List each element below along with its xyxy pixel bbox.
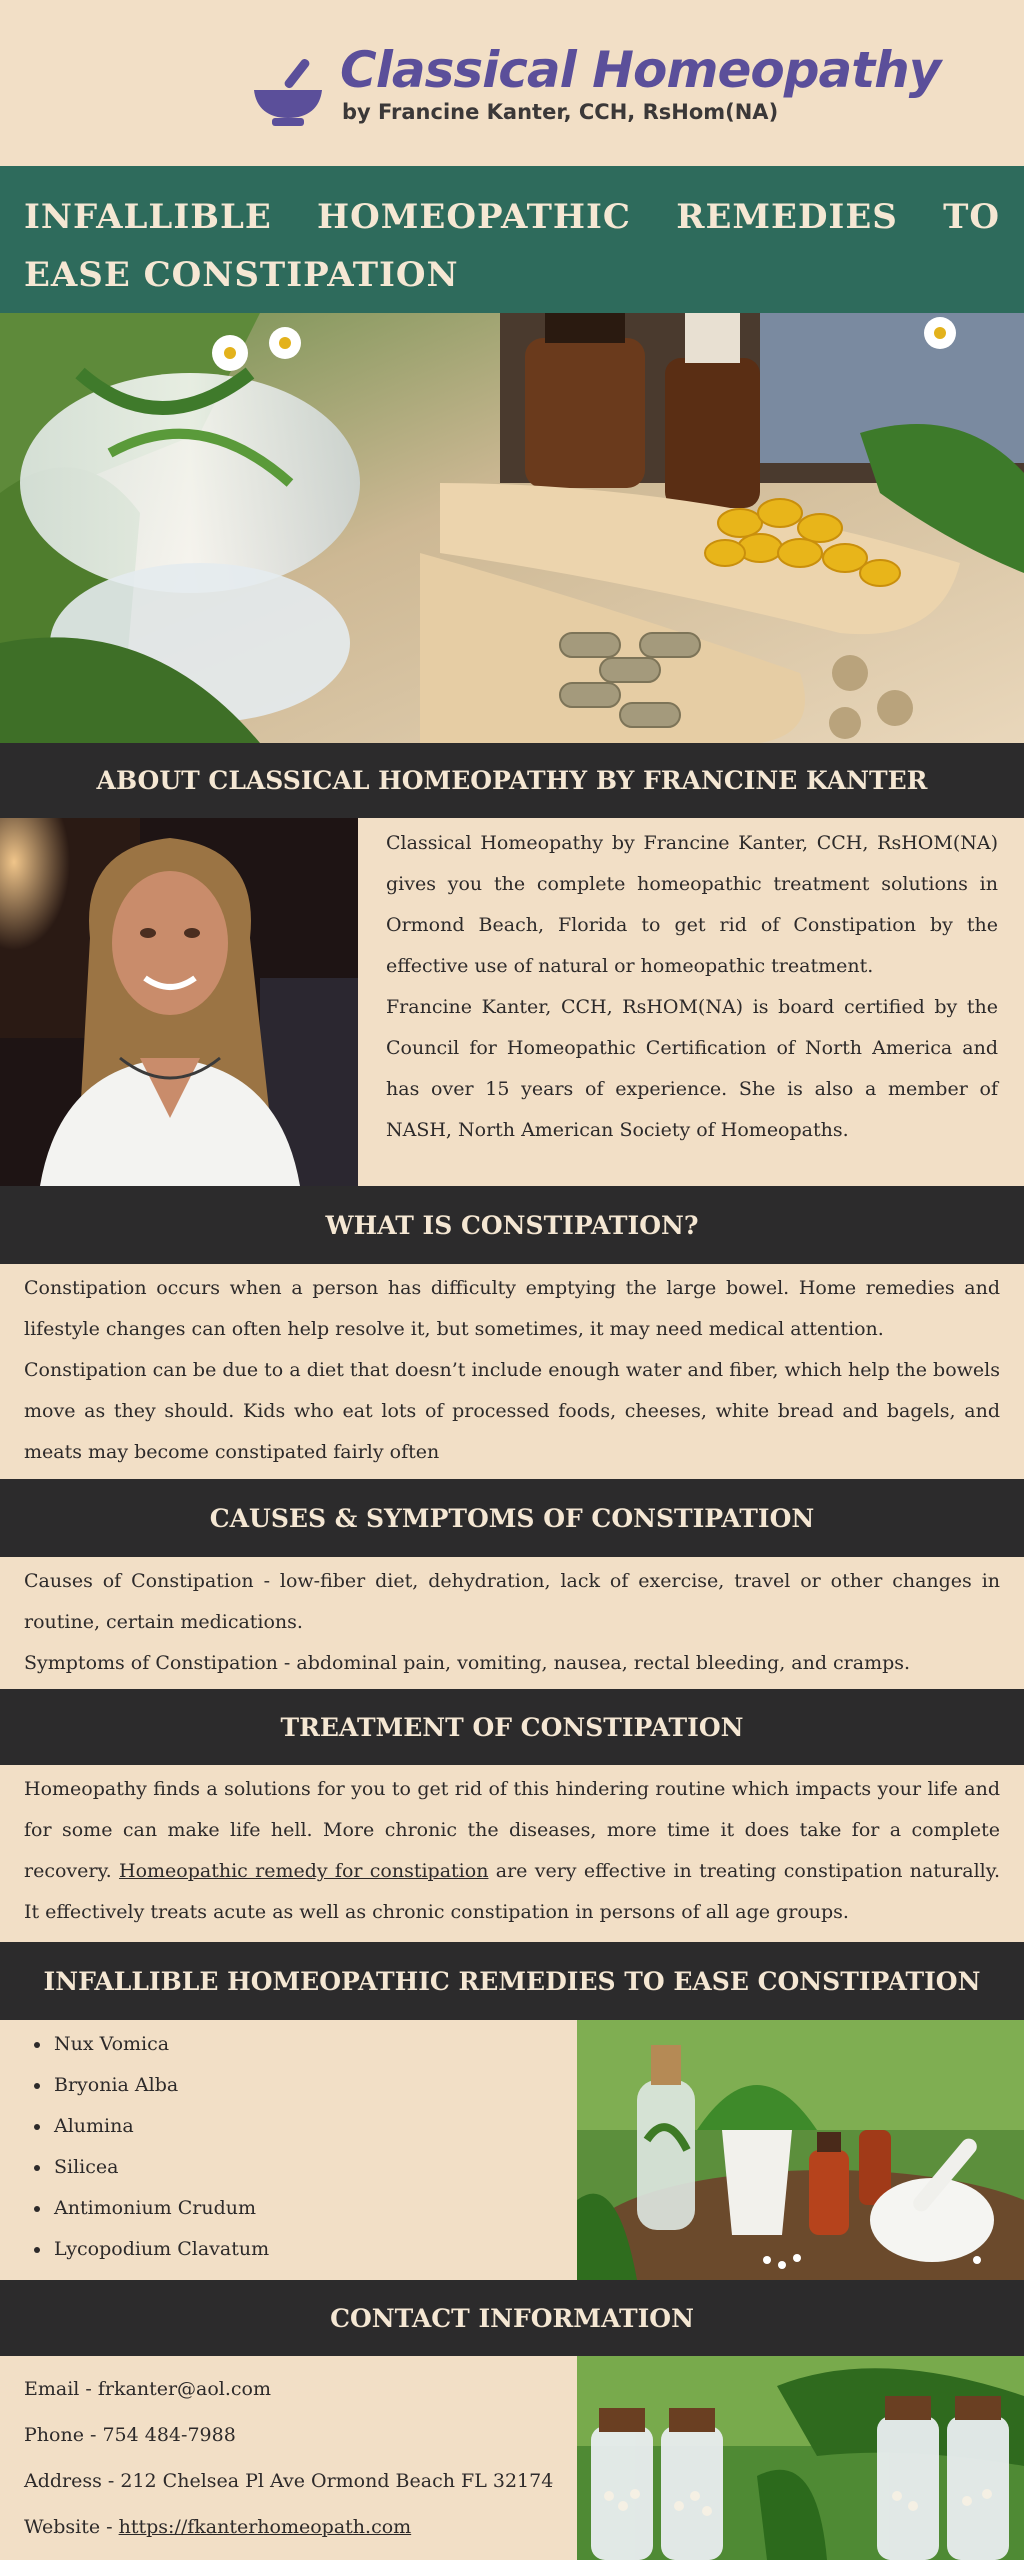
address-label: Address - bbox=[24, 2470, 121, 2492]
phone-value[interactable]: 754 484-7988 bbox=[102, 2424, 236, 2446]
list-item: • Nux Vomica bbox=[52, 2024, 269, 2065]
symptoms-paragraph bbox=[24, 1643, 1000, 1684]
causes-description: - low-fiber diet, dehydration, lack of exercise, travel or other changes in routine, certain medications. bbox=[24, 1570, 1001, 1633]
contact-info bbox=[24, 2366, 553, 2550]
section-heading-about: ABOUT CLASSICAL HOMEOPATHY BY FRANCINE KANTER bbox=[0, 743, 1024, 818]
website-label: Website - bbox=[24, 2516, 119, 2538]
list-item: • Antimonium Crudum bbox=[52, 2188, 269, 2229]
about-text bbox=[386, 823, 998, 1151]
contact-website bbox=[24, 2504, 553, 2550]
section-heading-treatment: TREATMENT OF CONSTIPATION bbox=[0, 1689, 1024, 1765]
section-heading-what: WHAT IS CONSTIPATION? bbox=[0, 1186, 1024, 1264]
treatment-text-after: are very effective in treating constipation naturally. It effectively treats acute as well as chronic constipation in persons of all age groups. bbox=[24, 1860, 1000, 1923]
remedies-image bbox=[577, 2020, 1024, 2280]
section-heading-contact: CONTACT INFORMATION bbox=[0, 2280, 1024, 2356]
list-item: • Lycopodium Clavatum bbox=[52, 2229, 269, 2270]
contact-image bbox=[577, 2356, 1024, 2560]
page-title: INFALLIBLE HOMEOPATHIC REMEDIES TO EASE CONSTIPATION bbox=[24, 197, 1000, 295]
causes-paragraph bbox=[24, 1561, 1000, 1643]
herbal-bottles-illustration bbox=[577, 2020, 1024, 2280]
list-item: • Silicea bbox=[52, 2147, 269, 2188]
section-heading-causes: CAUSES & SYMPTOMS OF CONSTIPATION bbox=[0, 1479, 1024, 1557]
symptoms-label: Symptoms of Constipation bbox=[24, 1652, 278, 1674]
contact-phone bbox=[24, 2412, 553, 2458]
what-paragraph-1: Constipation occurs when a person has difficulty emptying the large bowel. Home remedies and lifestyle changes can often help resolve it, but sometimes, it may need medical attention. bbox=[24, 1277, 1000, 1340]
phone-label: Phone - bbox=[24, 2424, 103, 2446]
section-heading-remedies: INFALLIBLE HOMEOPATHIC REMEDIES TO EASE CONSTIPATION bbox=[0, 1942, 1024, 2020]
logo[interactable] bbox=[248, 40, 941, 130]
logo-title: Classical Homeopathy bbox=[340, 41, 941, 99]
about-paragraph-2: Francine Kanter, CCH, RsHOM(NA) is board certified by the Council for Homeopathic Certification of North America and has over 15 years of experience. She is also a member of NASH, North American Society of Homeopaths. bbox=[386, 996, 998, 1141]
address-value: 212 Chelsea Pl Ave Ormond Beach FL 32174 bbox=[120, 2470, 554, 2492]
about-paragraph-1: Classical Homeopathy by Francine Kanter, CCH, RsHOM(NA) gives you the complete homeopathic treatment solutions in Ormond Beach, Florida to get rid of Constipation by the effective use of natural or homeopathic treatment. bbox=[386, 832, 998, 977]
hero-image bbox=[0, 313, 1024, 743]
treatment-paragraph bbox=[24, 1769, 1000, 1933]
contact-email bbox=[24, 2366, 553, 2412]
list-item: • Bryonia Alba bbox=[52, 2065, 269, 2106]
remedies-list bbox=[24, 2024, 269, 2270]
website-link[interactable]: https://fkanterhomeopath.com bbox=[118, 2516, 412, 2538]
pill-bottles-illustration bbox=[577, 2356, 1024, 2560]
mortar-pestle-icon bbox=[248, 54, 328, 134]
symptoms-description: - abdominal pain, vomiting, nausea, rectal bleeding, and cramps. bbox=[277, 1652, 911, 1674]
logo-band bbox=[0, 0, 1024, 166]
portrait-photo bbox=[0, 818, 358, 1186]
constipation-remedy-link[interactable]: Homeopathic remedy for constipation bbox=[119, 1860, 489, 1882]
portrait-illustration bbox=[0, 818, 358, 1186]
email-value[interactable]: frkanter@aol.com bbox=[97, 2378, 272, 2400]
what-text bbox=[24, 1268, 1000, 1473]
causes-text bbox=[24, 1561, 1000, 1684]
title-banner bbox=[0, 166, 1024, 313]
treatment-text bbox=[24, 1769, 1000, 1933]
hero-illustration bbox=[0, 313, 1024, 743]
list-item: • Alumina bbox=[52, 2106, 269, 2147]
email-label: Email - bbox=[24, 2378, 98, 2400]
what-paragraph-2: Constipation can be due to a diet that doesn’t include enough water and fiber, which help the bowels move as they should. Kids who eat lots of processed foods, cheeses, white bread and bagels, and meats may become constipated fairly often bbox=[24, 1359, 1000, 1463]
treatment-text-before: Homeopathy finds a solutions for you to get rid of this hindering routine which impacts your life and for some can make life hell. More chronic the diseases, more time it does take for a complete recovery. bbox=[24, 1778, 1000, 1882]
logo-subtitle: by Francine Kanter, CCH, RsHom(NA) bbox=[342, 100, 779, 124]
causes-label: Causes of Constipation bbox=[24, 1570, 254, 1592]
contact-address bbox=[24, 2458, 553, 2504]
